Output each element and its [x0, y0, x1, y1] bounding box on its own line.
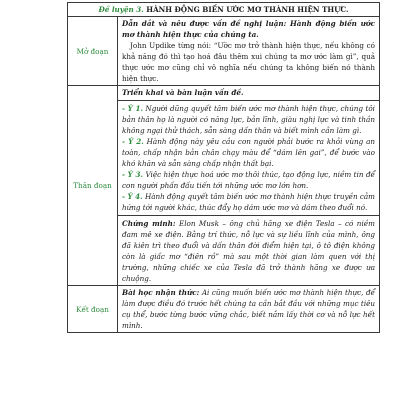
divider	[118, 215, 379, 216]
point-2: - Ý 2. Hành động này yêu cầu con người phải bước ra khỏi vùng an toàn, chấp nhận bản chân chạy màu để “dám lên gai”, để bước vào khó khăn và sẵn sàng chấp nhận thất bại.	[122, 137, 375, 168]
mo-doan-lead: Dẫn dắt và nêu được vấn đề nghị luận: Hành động biến ước mơ thành hiện thực của chúng ta.	[122, 19, 375, 39]
than-doan-heading: Triển khai và bàn luận vấn đề.	[122, 88, 244, 97]
point-4: - Ý 4. Hành động quyết tâm biến ước mơ thành hiện thực truyền cảm hứng tới người khác, thúc đẩy họ dám ước mơ và dám theo đuổi nó.	[122, 192, 375, 212]
mo-doan-content	[118, 17, 380, 86]
ket-doan-row	[68, 286, 380, 333]
ket-doan-label: Kết đoạn	[68, 286, 118, 333]
point-1: - Ý 1. Người dũng quyết tâm biến ước mơ thành hiện thực, chúng tôi bản thân họ là người có năng lực, bản lĩnh, giàu nghị lực và tinh thần không ngại thử thách, sẵn sàng dấn thân và biết mình cần làm gì.	[122, 104, 375, 135]
essay-outline-table	[67, 2, 380, 333]
than-doan-content	[118, 86, 380, 286]
than-doan-row	[68, 86, 380, 286]
point-3: - Ý 3. Việc hiện thực hoá ước mơ thôi thúc, tạo động lực, niềm tin để con người phấn đấu tiến tới những ước mơ lớn hơn.	[122, 170, 375, 190]
mo-doan-row	[68, 17, 380, 86]
divider	[118, 100, 379, 101]
than-doan-label: Thân đoạn	[68, 86, 118, 286]
ket-doan-content	[118, 286, 380, 333]
example-paragraph: Chứng minh: Elon Musk – ông chủ hãng xe điện Tesla – có niềm đam mê xe điện. Bằng trí thức, nỗ lực và sự liều lĩnh của mình, ông đã kiên trì theo đuổi và dấn thân đời điểm hiện tại, ô tô điện không còn là giấc mơ “điên rồ” mà sau một thời gian làm quen với thị trường, những chiếc xe của Tesla đã trở thành hãng xe được ưa chuộng.	[122, 219, 375, 283]
title-text: HÀNH ĐỘNG BIẾN ƯỚC MƠ THÀNH HIỆN THỰC.	[146, 5, 349, 14]
table-title: Đề luyện 3. HÀNH ĐỘNG BIẾN ƯỚC MƠ THÀNH HIỆN THỰC.	[68, 3, 380, 17]
ket-doan-paragraph: Bài học nhận thức: Ai cũng muốn biến ước mơ thành hiện thực, để làm được điều đó trước hết chúng ta cần bắt đầu với những mục tiêu cụ thể, bước từng bước vững chắc, biết nắm lấy thời cơ và nỗ lực hết mình.	[122, 288, 375, 330]
mo-doan-body: John Updike từng nói: “Ước mơ trở thành hiện thực, nếu không có khả năng đó thì tạo hoá đâu thêm xui chúng ta mơ ước làm gì”, quả thực ước mơ cũng chỉ vô nghĩa nếu chúng ta không biến nó thành hiện thực.	[122, 41, 375, 83]
mo-doan-label: Mở đoạn	[68, 17, 118, 86]
